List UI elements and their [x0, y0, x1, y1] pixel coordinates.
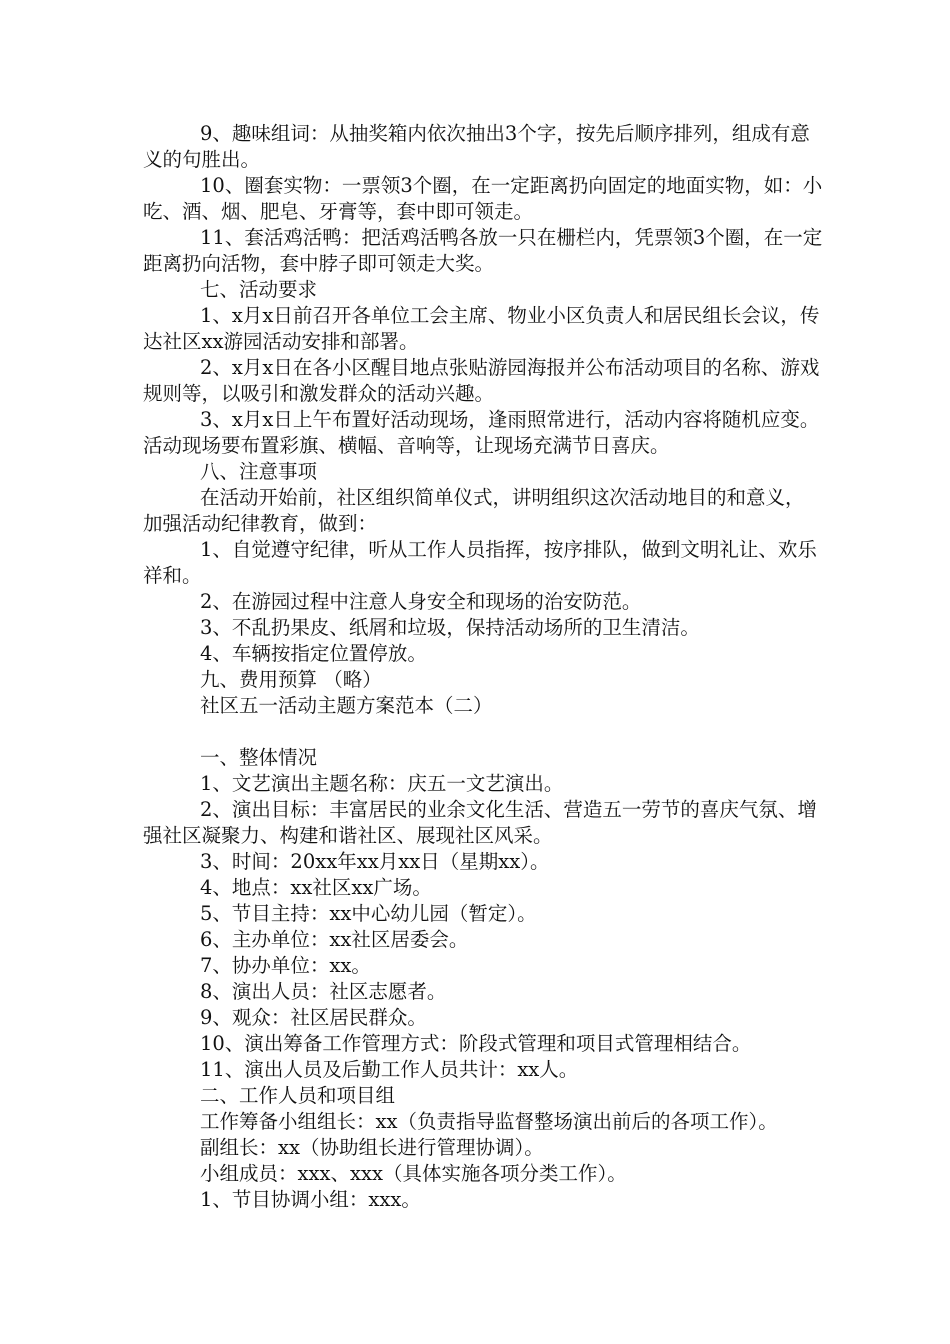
paragraph: 8、演出人员：社区志愿者。 — [200, 980, 447, 1003]
paragraph: 1、文艺演出主题名称：庆五一文艺演出。 — [200, 772, 564, 795]
paragraph: 4、车辆按指定位置停放。 — [200, 642, 427, 665]
paragraph: 2、在游园过程中注意人身安全和现场的治安防范。 — [200, 590, 642, 613]
paragraph: 6、主办单位：xx社区居委会。 — [200, 928, 469, 951]
paragraph: 1、自觉遵守纪律，听从工作人员指挥，按序排队，做到文明礼让、欢乐祥和。 — [143, 538, 817, 587]
paragraph: 2、演出目标：丰富居民的业余文化生活、营造五一劳节的喜庆气氛、增强社区凝聚力、构建和谐社区、展现社区风采。 — [143, 798, 817, 847]
paragraph: 3、时间：20xx年xx月xx日（星期xx）。 — [200, 850, 550, 873]
paragraph: 1、节目协调小组：xxx。 — [200, 1188, 421, 1211]
paragraph: 5、节目主持：xx中心幼儿园（暂定）。 — [200, 902, 537, 925]
paragraph: 2、x月x日在各小区醒目地点张贴游园海报并公布活动项目的名称、游戏规则等，以吸引和激发群众的活动兴趣。 — [143, 356, 820, 405]
blank-line — [143, 719, 823, 745]
paragraph: 10、圈套实物：一票领3个圈，在一定距离扔向固定的地面实物，如：小吃、酒、烟、肥皂、牙膏等，套中即可领走。 — [143, 174, 823, 223]
paragraph: 小组成员：xxx、xxx（具体实施各项分类工作）。 — [200, 1162, 627, 1185]
paragraph: 在活动开始前，社区组织简单仪式，讲明组织这次活动地目的和意义，加强活动纪律教育，做到： — [143, 486, 805, 535]
paragraph: 4、地点：xx社区xx广场。 — [200, 876, 432, 899]
paragraph: 3、x月x日上午布置好活动现场，逢雨照常进行，活动内容将随机应变。活动现场要布置彩旗、横幅、音响等，让现场充满节日喜庆。 — [143, 408, 820, 457]
section-heading: 九、费用预算 （略） — [200, 668, 382, 691]
paragraph: 10、演出筹备工作管理方式：阶段式管理和项目式管理相结合。 — [200, 1032, 752, 1055]
paragraph: 1、x月x日前召开各单位工会主席、物业小区负责人和居民组长会议，传达社区xx游园活动安排和部署。 — [143, 304, 820, 353]
document-body — [143, 121, 823, 1213]
paragraph: 11、演出人员及后勤工作人员共计：xx人。 — [200, 1058, 579, 1081]
section-heading: 一、整体情况 — [200, 746, 318, 769]
paragraph: 9、观众：社区居民群众。 — [200, 1006, 427, 1029]
paragraph: 工作筹备小组组长：xx（负责指导监督整场演出前后的各项工作）。 — [200, 1110, 778, 1133]
section-heading: 八、注意事项 — [200, 460, 318, 483]
paragraph: 3、不乱扔果皮、纸屑和垃圾，保持活动场所的卫生清洁。 — [200, 616, 700, 639]
section-heading: 二、工作人员和项目组 — [200, 1084, 396, 1107]
paragraph: 7、协办单位：xx。 — [200, 954, 371, 977]
document-subtitle: 社区五一活动主题方案范本（二） — [200, 694, 493, 717]
paragraph: 11、套活鸡活鸭：把活鸡活鸭各放一只在栅栏内，凭票领3个圈，在一定距离扔向活物，套中脖子即可领走大奖。 — [143, 226, 823, 275]
paragraph: 副组长：xx（协助组长进行管理协调）。 — [200, 1136, 544, 1159]
section-heading: 七、活动要求 — [200, 278, 318, 301]
paragraph: 9、趣味组词：从抽奖箱内依次抽出3个字，按先后顺序排列，组成有意义的句胜出。 — [143, 122, 810, 171]
